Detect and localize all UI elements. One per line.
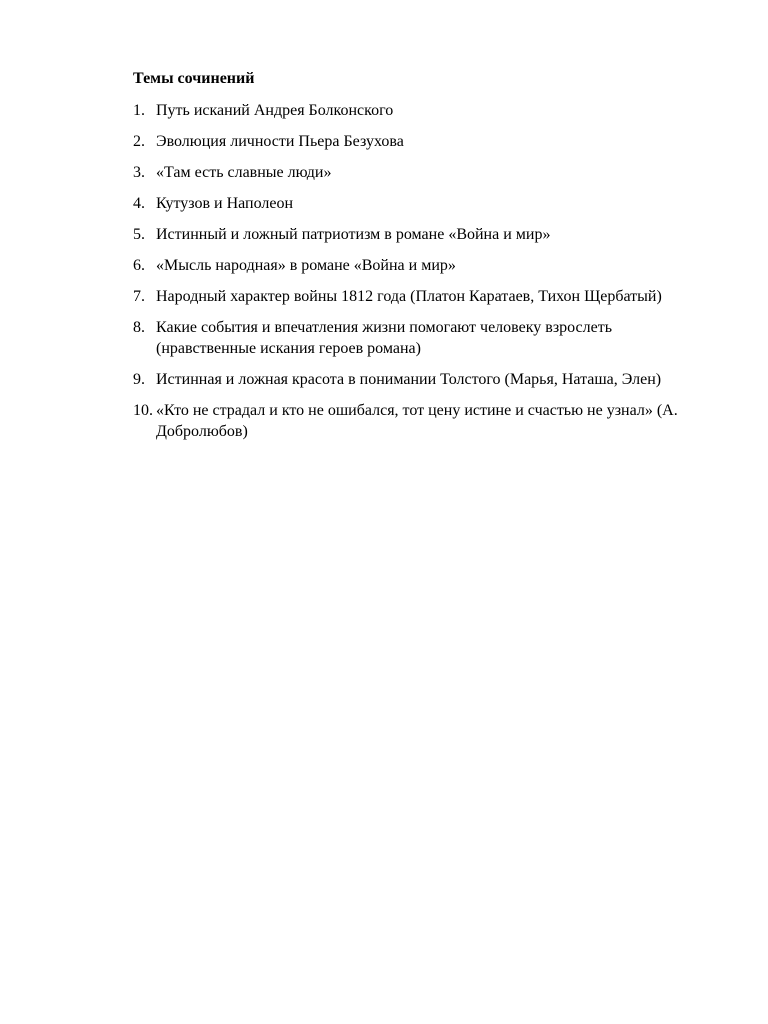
list-item-number: 8. <box>133 319 145 336</box>
list-item-number: 2. <box>133 133 145 150</box>
list-item <box>133 224 693 245</box>
list-item <box>133 131 693 152</box>
list-item <box>133 317 693 359</box>
document-title: Темы сочинений <box>133 70 255 87</box>
list-item-text: Кутузов и Наполеон <box>156 195 294 212</box>
list-item-number: 10. <box>133 402 153 419</box>
list-item-number: 5. <box>133 226 145 243</box>
list-item-text: «Мысль народная» в романе «Война и мир» <box>156 257 456 274</box>
list-item-text: Истинный и ложный патриотизм в романе «Война и мир» <box>156 226 551 243</box>
list-item-text: Эволюция личности Пьера Безухова <box>156 133 404 150</box>
list-item <box>133 193 693 214</box>
list-item <box>133 255 693 276</box>
list-item-text: Путь исканий Андрея Болконского <box>156 102 394 119</box>
list-item <box>133 400 693 442</box>
list-item <box>133 100 693 121</box>
list-item-number: 9. <box>133 371 145 388</box>
list-item-number: 1. <box>133 102 145 119</box>
list-item-number: 6. <box>133 257 145 274</box>
list-item-number: 4. <box>133 195 145 212</box>
list-item <box>133 162 693 183</box>
list-item <box>133 369 693 390</box>
list-item-text: «Там есть славные люди» <box>156 164 332 181</box>
list-item-text: Какие события и впечатления жизни помогают человеку взрослеть (нравственные искания героев романа) <box>156 319 613 357</box>
list-item-text: Народный характер войны 1812 года (Платон Каратаев, Тихон Щербатый) <box>156 288 662 305</box>
essay-topics-list <box>133 100 693 452</box>
list-item-text: Истинная и ложная красота в понимании Толстого (Марья, Наташа, Элен) <box>156 371 662 388</box>
list-item <box>133 286 693 307</box>
list-item-number: 7. <box>133 288 145 305</box>
list-item-number: 3. <box>133 164 145 181</box>
list-item-text: «Кто не страдал и кто не ошибался, тот цену истине и счастью не узнал» (А. Добролюбов) <box>156 402 678 440</box>
